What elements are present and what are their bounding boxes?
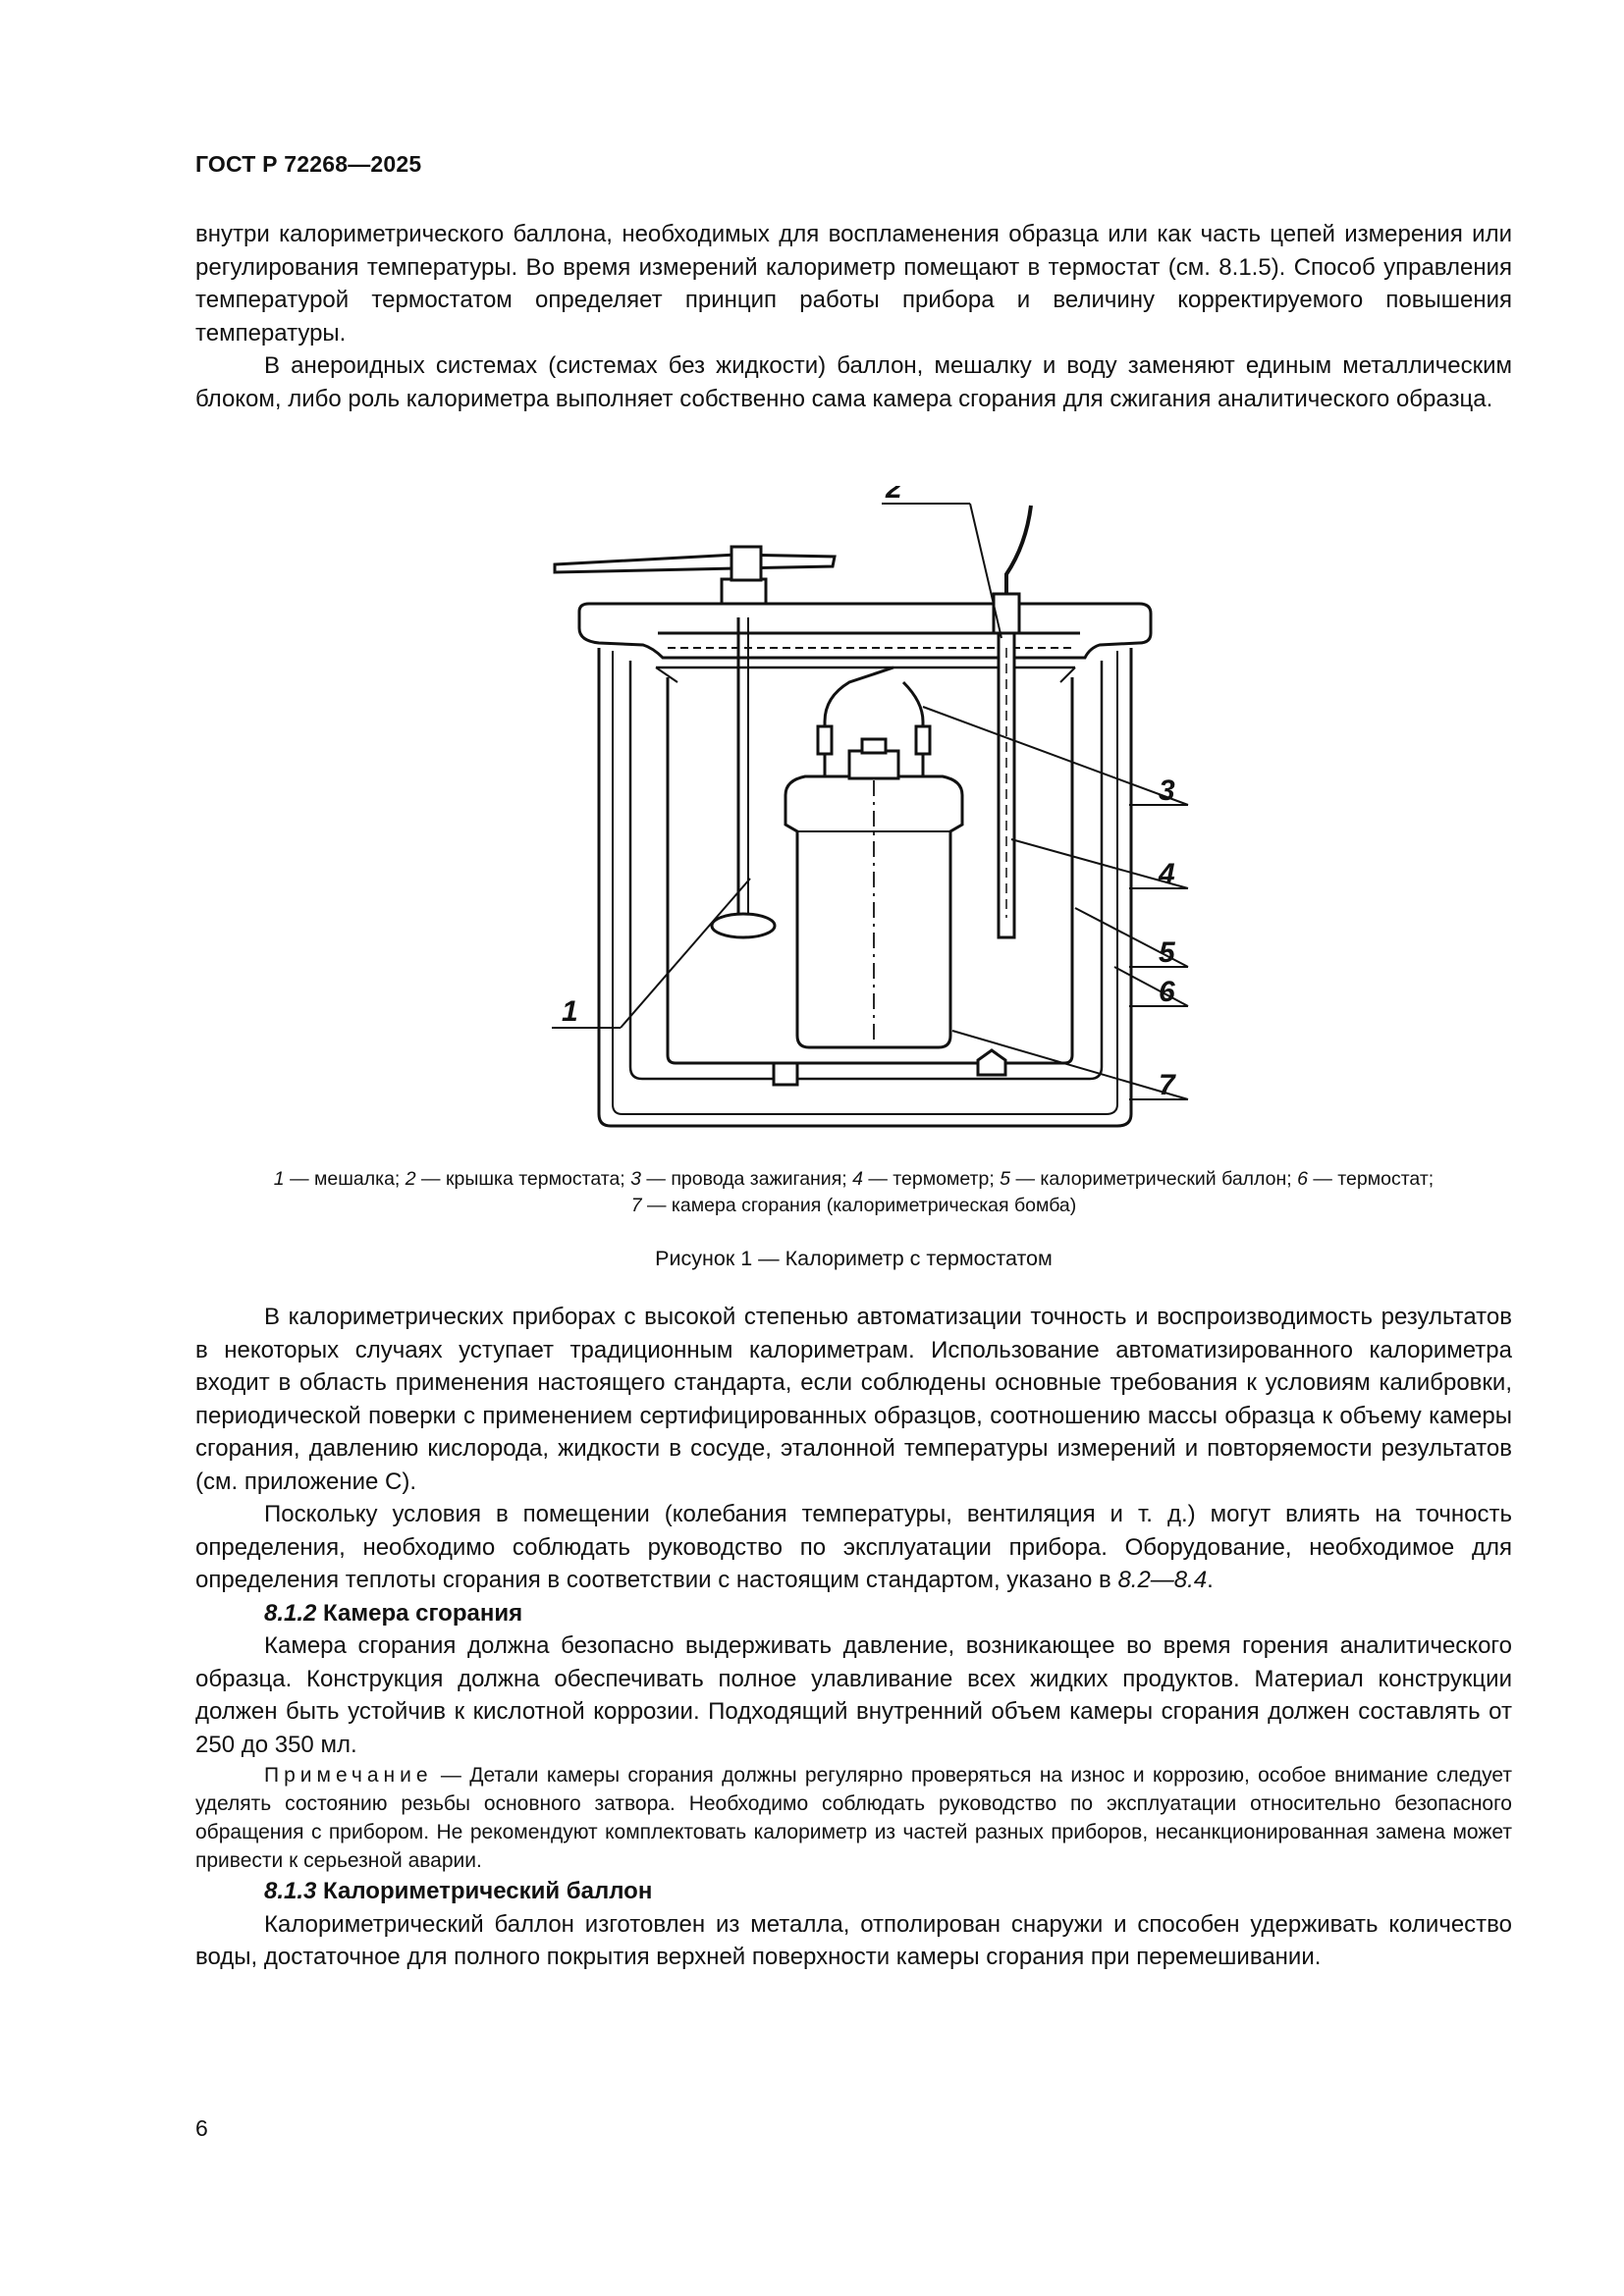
section-heading-8-1-2: 8.1.2 Камера сгорания [264, 1599, 523, 1627]
legend-item-2: 2 — крышка термостата; [405, 1168, 631, 1190]
callout-2: 2 [886, 486, 902, 505]
legend-item-5: 5 — калориметрический баллон; [1000, 1168, 1298, 1190]
body-text [195, 1301, 1512, 1974]
figure-legend [195, 1166, 1512, 1219]
intro-text [195, 218, 1512, 415]
figure-legend-line-1 [195, 1166, 1512, 1193]
legend-item-1: 1 — мешалка; [273, 1168, 406, 1190]
section-reference: 8.2—8.4 [1117, 1567, 1208, 1593]
callout-6: 6 [1159, 976, 1175, 1008]
callout-3: 3 [1159, 774, 1175, 807]
legend-item-3: 3 — провода зажигания; [630, 1168, 853, 1190]
thermostat-lid [579, 604, 1151, 658]
legend-item-6: 6 — термостат; [1297, 1168, 1435, 1190]
callout-4: 4 [1159, 858, 1175, 890]
legend-item-7: 7 — камера сгорания (калориметрическая бомба) [630, 1195, 1077, 1216]
body-paragraph-6: Калориметрический баллон изготовлен из металла, отполирован снаружи и способен удерживать количество воды, достаточное для полного покрытия верхней поверхности камеры сгорания при перемешивании. [195, 1910, 1512, 1970]
callout-5: 5 [1159, 936, 1175, 969]
document-header: ГОСТ Р 72268—2025 [195, 151, 422, 177]
body-paragraph-5: Камера сгорания должна безопасно выдерживать давление, возникающее во время горения аналитического образца. Конструкция должна обеспечивать полное улавливание всех жидких продуктов. Материал конструкции должен быть устойчив к кислотной коррозии. Подходящий внутренний объем камеры сгорания должен составлять от 250 до 350 мл. [195, 1632, 1512, 1758]
section-heading-8-1-3: 8.1.3 Калориметрический баллон [264, 1878, 653, 1904]
calorimeter-figure [511, 486, 1218, 1153]
figure-caption: Рисунок 1 — Калориметр с термостатом [655, 1247, 1053, 1270]
stirrer-handle [555, 555, 835, 572]
figure-legend-line-2 [195, 1193, 1512, 1219]
body-paragraph-4: Поскольку условия в помещении (колебания температуры, вентиляция и т. д.) могут влиять на точность определения, необходимо соблюдать руководство по эксплуатации прибора. Оборудование, необходимое для определения теплоты сгорания в соответствии с настоящим стандартом, указано в 8.2—8.4. [195, 1501, 1512, 1593]
page-number: 6 [195, 2115, 208, 2141]
callout-1: 1 [562, 995, 578, 1028]
note-title: Примечание [264, 1764, 433, 1787]
note-paragraph: Примечание — Детали камеры сгорания должны регулярно проверяться на износ и коррозию, особое внимание следует уделять состоянию резьбы основного затвора. Необходимо соблюдать руководство по эксплуатации относительно безопасного обращения с прибором. Не рекомендуют комплектовать калориметр из частей разных приборов, несанкционированная замена может привести к серьезной аварии. [195, 1764, 1512, 1872]
body-paragraph-3: В калориметрических приборах с высокой степенью автоматизации точность и воспроизводимость результатов в некоторых случаях уступает традиционным калориметрам. Использование автоматизированного калориметра входит в область применения настоящего стандарта, если соблюдены основные требования к условиям калибровки, периодической поверки с применением сертифицированных образцов, соотношению массы образца к объему камеры сгорания, давлению кислорода, жидкости в сосуде, эталонной температуры измерений и повторяемости результатов (см. приложение С). [195, 1304, 1512, 1495]
legend-item-4: 4 — термометр; [852, 1168, 1001, 1190]
intro-paragraph-1: внутри калориметрического баллона, необходимых для воспламенения образца или как часть цепей измерения или регулирования температуры. Во время измерений калориметр помещают в термостат (см. 8.1.5). Способ управления температурой термостатом определяет принцип работы прибора и величину корректируемого повышения температуры. [195, 221, 1512, 347]
intro-paragraph-2: В анероидных системах (системах без жидкости) баллон, мешалку и воду заменяют единым металлическим блоком, либо роль калориметра выполняет собственно сама камера сгорания для сжигания аналитического образца. [195, 352, 1512, 412]
callout-7: 7 [1159, 1069, 1175, 1101]
calorimeter-drawing [511, 486, 1218, 1153]
